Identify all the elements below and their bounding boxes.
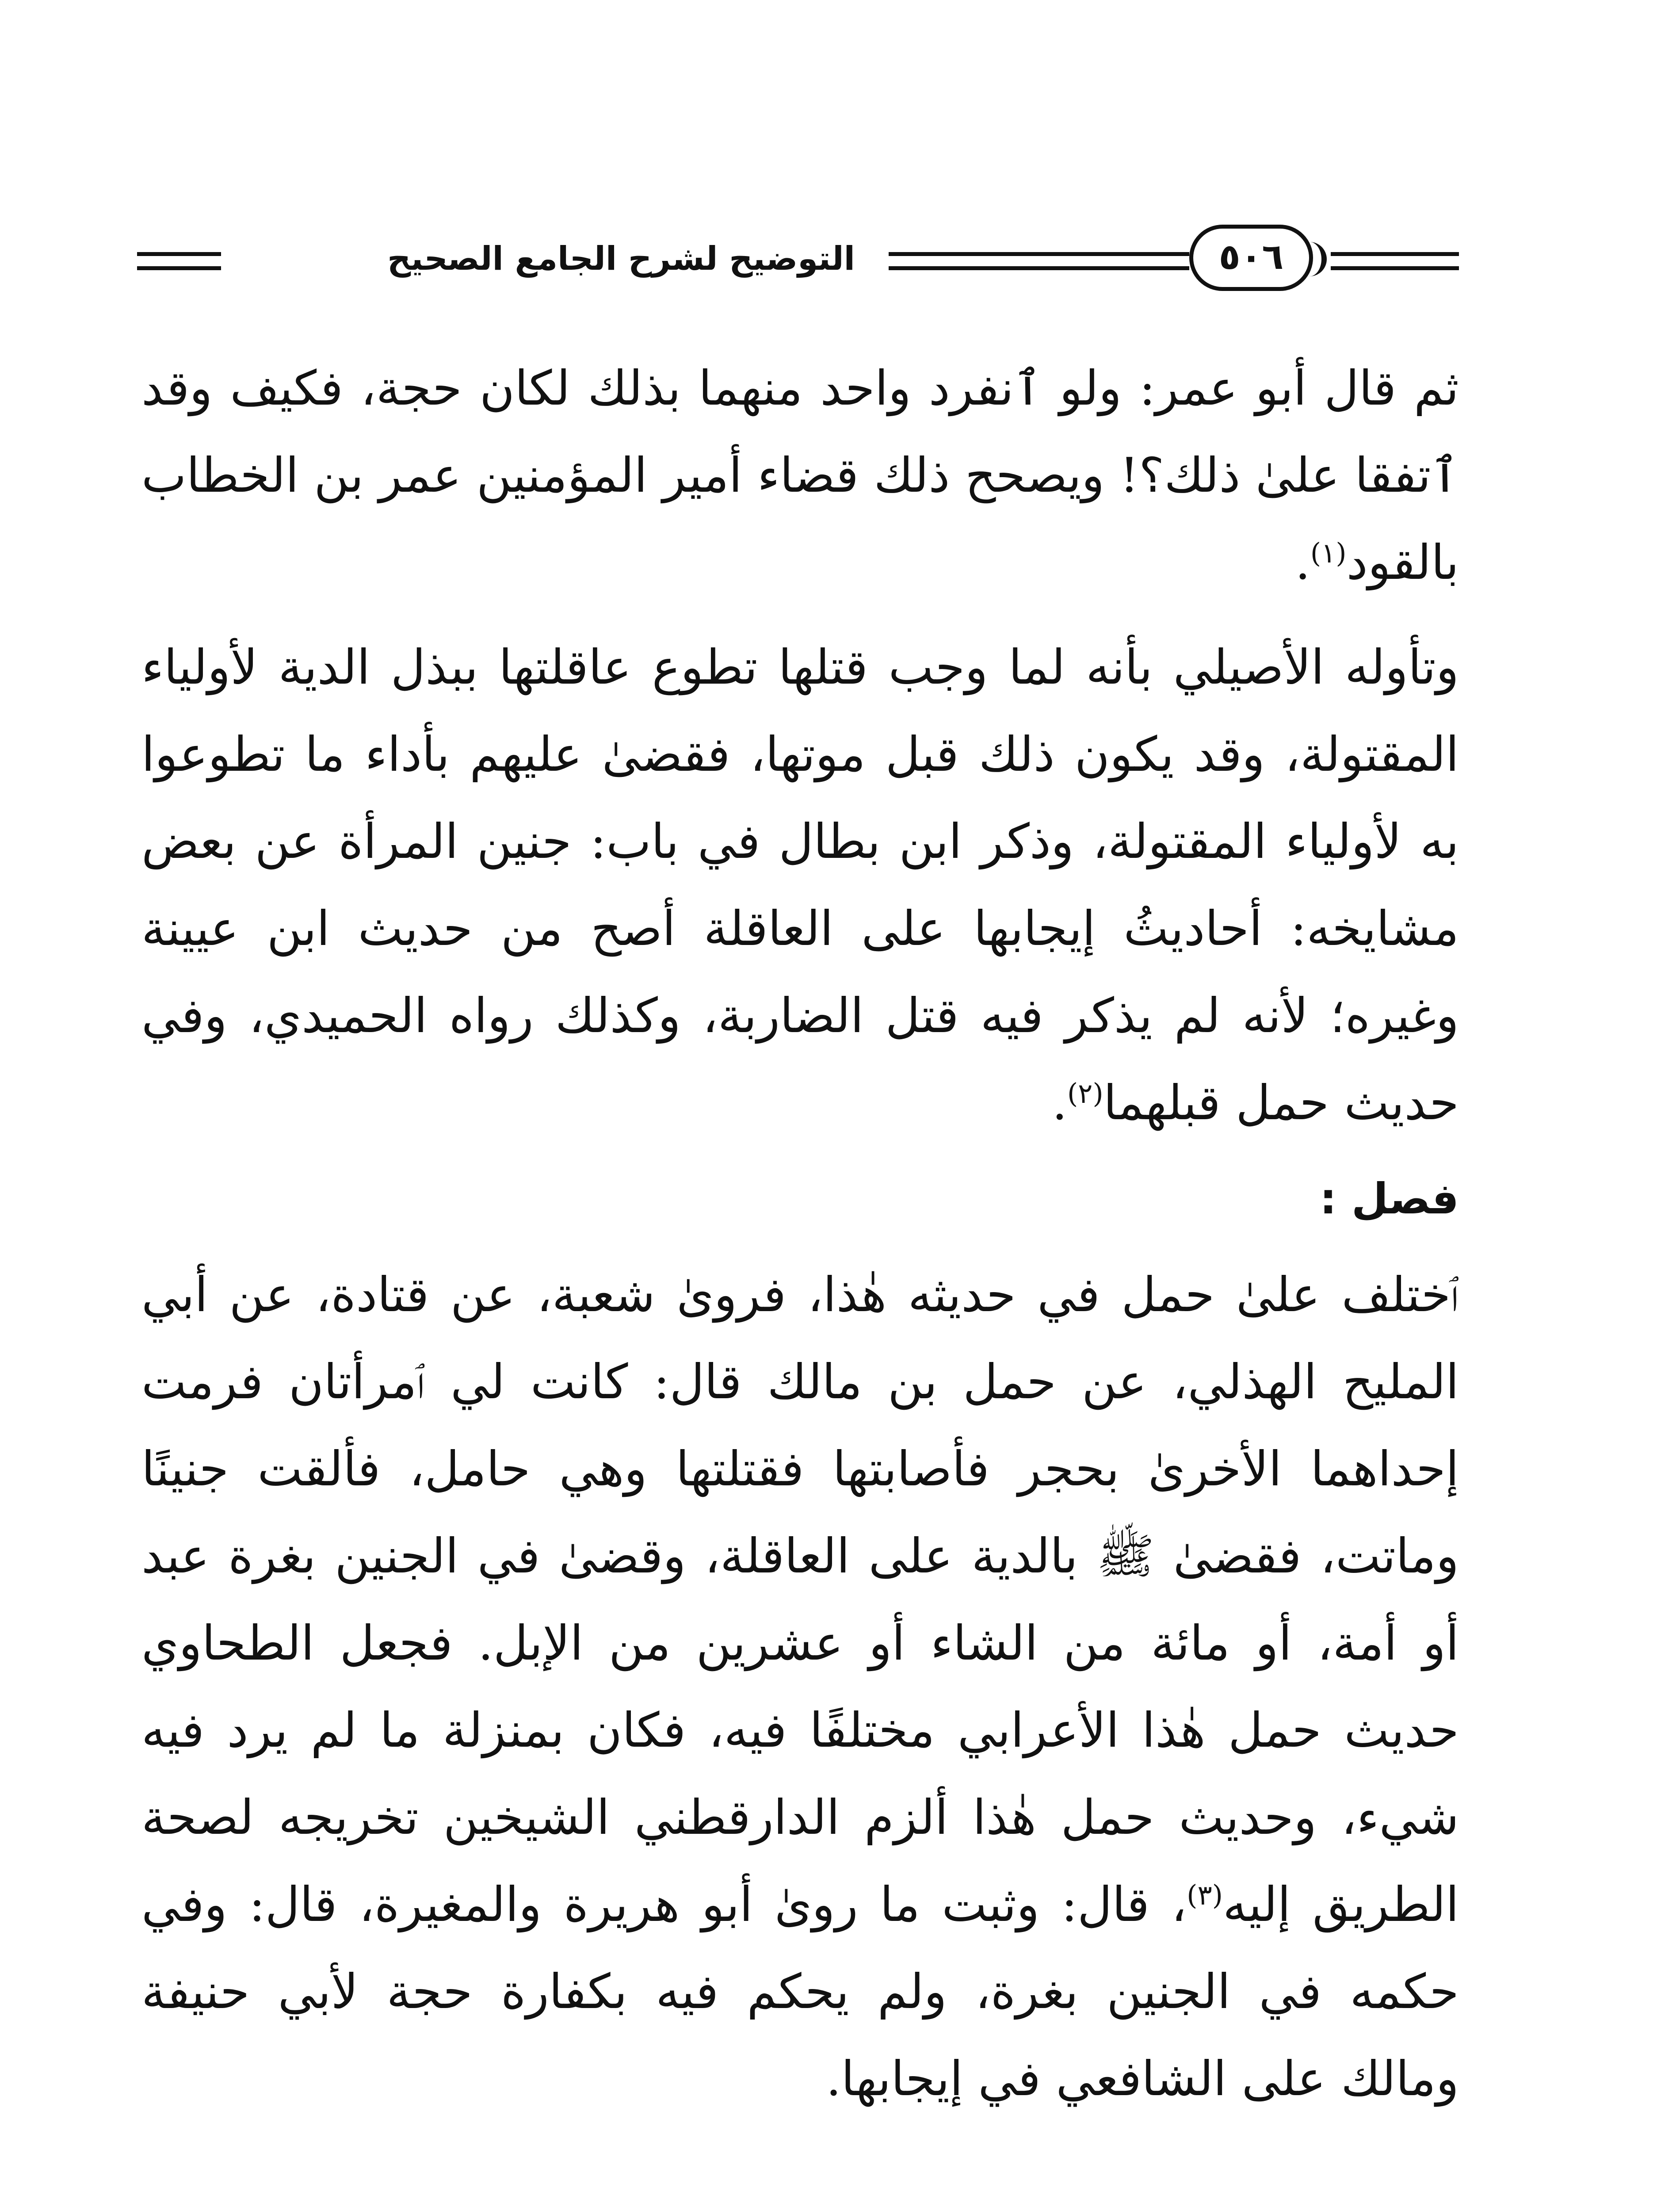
paragraph-2-text: وتأوله الأصيلي بأنه لما وجب قتلها تطوع عاقلتها ببذل الدية لأولياء المقتولة، وقد يكون ذلك قبل موتها، فقضىٰ عليهم بأداء ما تطوعوا به لأولياء المقتولة، وذكر ابن بطال في باب: جنين المرأة عن بعض مشايخه: أحاديثُ إيجابها على العاقلة أصح من حديث ابن عيينة وغيره؛ لأنه لم يذكر فيه قتل الضاربة، وكذلك رواه الحميدي، وفي حديث حمل قبلهما [141,640,1459,1131]
header-rule-middle [889,252,1189,256]
paragraph-2-period: . [1052,1075,1067,1131]
page-number: ٥٠٦ [1218,236,1284,277]
footnote-ref-2: (٢) [1067,1077,1103,1109]
header-rule-middle-lower [889,266,1189,270]
paragraph-1-text: ثم قال أبو عمر: ولو ٱنفرد واحد منهما بذلك لكان حجة، فكيف وقد ٱتفقا علىٰ ذلك؟! ويصحح ذلك قضاء أمير المؤمنين عمر بن الخطاب بالقود [141,361,1459,590]
paragraph-3-text: ٱختلف علىٰ حمل في حديثه هٰذا، فروىٰ شعبة، عن قتادة، عن أبي المليح الهذلي، عن حمل بن مالك قال: كانت لي ٱمرأتان فرمت إحداهما الأخرىٰ بحجر فأصابتها فقتلتها وهي حامل، فألقت جنينًا وماتت، فقضىٰ ﷺ بالدية على العاقلة، وقضىٰ في الجنين بغرة عبد أو أمة، أو مائة من الشاء أو عشرين من الإبل. فجعل الطحاوي حديث حمل هٰذا الأعرابي مختلفًا فيه، فكان بمنزلة ما لم يرد فيه شيء، وحديث حمل هٰذا ألزم الدارقطني الشيخين تخريجه لصحة الطريق إليه [141,1267,1459,1932]
paragraph-3 [141,1251,1459,2123]
book-title: التوضيح لشرح الجامع الصحيح [387,240,855,278]
badge-ornament [1295,242,1327,276]
paragraph-3-continuation: ، قال: وثبت ما روىٰ أبو هريرة والمغيرة، قال: وفي حكمه في الجنين بغرة، ولم يحكم فيه بكفارة حجة لأبي حنيفة ومالك على الشافعي في إيجابها. [141,1877,1459,2107]
running-header [137,217,1459,305]
header-rule-right [1331,252,1459,256]
header-rule-left [137,252,221,256]
footnote-ref-3: (٣) [1187,1879,1223,1911]
paragraph-1-period: . [1295,535,1310,590]
header-rule-left-lower [137,266,221,270]
footnote-ref-1: (١) [1310,537,1347,569]
main-text [141,345,1459,2123]
section-heading: فصل : [1320,1174,1459,1224]
paragraph-1 [141,345,1459,606]
header-rule-right-lower [1331,266,1459,270]
page-number-badge [1189,225,1313,291]
paragraph-2 [141,624,1459,1147]
